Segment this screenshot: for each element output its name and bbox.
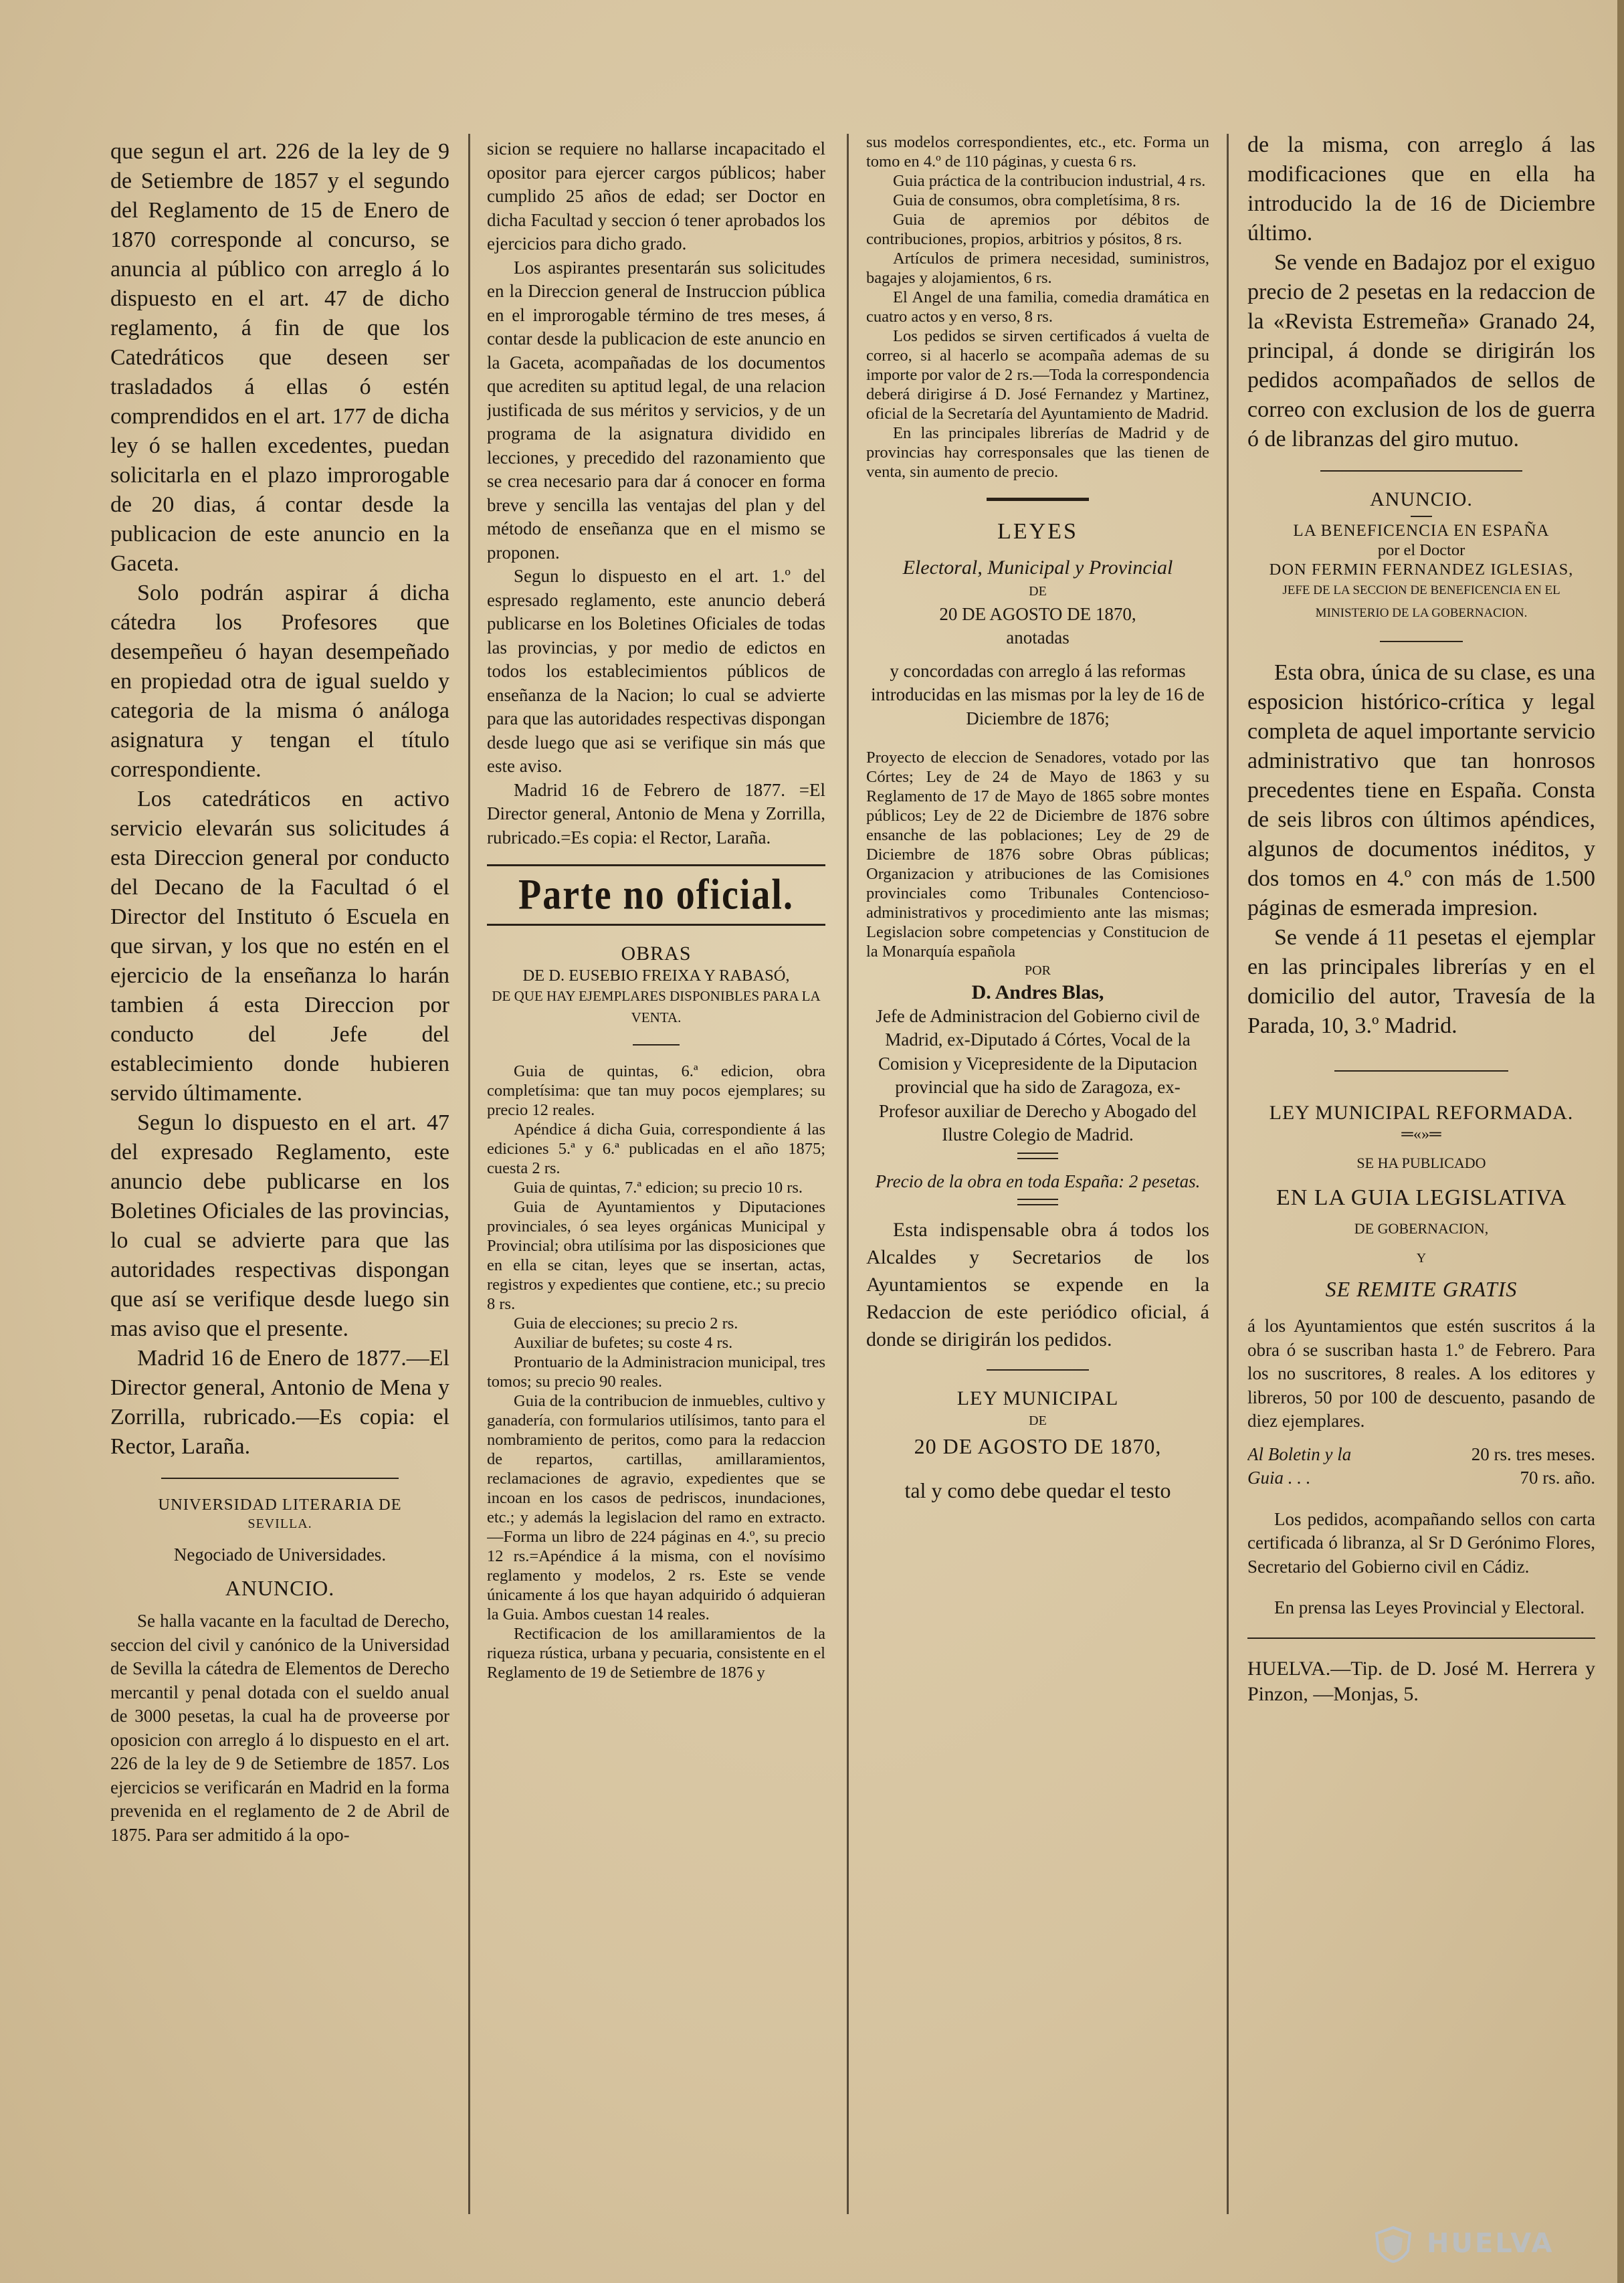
catalog-item: Guia de Ayuntamientos y Diputaciones provinciales, ó sea leyes orgánicas Municipal y Provincial; obra utilísima por las disposiciones que en ella se citan, leyes que se insertan, actas, registros y expedientes que contiene, etc.; su precio 8 rs.: [487, 1197, 825, 1313]
paragraph: Esta obra, única de su clase, es una esposicion histórico-crítica y legal completa de aquel importante servicio administrativo que tan honrosos precedentes tiene en España. Consta de seis libros con últimos apéndices, algunos de documentos inéditos, y dos tomos en 4.º con más de 1.500 páginas de esmerada impresion.: [1247, 660, 1595, 920]
catalog-item: Artículos de primera necesidad, suministros, bagajes y alojamientos, 6 rs.: [866, 250, 1209, 287]
paragraph: Los aspirantes presentarán sus solicitudes en la Direccion general de Instruccion pública en el improrogable término de tres meses, á contar desde la publicacion de este anuncio en la Gaceta, acompañadas de los documentos que acrediten su aptitud legal, de una relacion justificada de sus méritos y servicios, y de un programa de la asignatura dividido en lecciones, y precedido del razonamiento que se crea necesario para dar á conocer en forma breve y sencilla las ventajas del plan y del método de enseñanza que en el mismo se proponen.: [487, 257, 825, 563]
section-heading: 20 DE AGOSTO DE 1870,: [914, 1433, 1162, 1458]
divider: [633, 1044, 680, 1046]
column-rule: [847, 134, 849, 2214]
column-2: [487, 137, 825, 1682]
section-heading: Negociado de Universidades.: [173, 1545, 387, 1565]
paragraph: Solo podrán aspirar á dicha cátedra los Profesores que desempeñeu ó hayan desempeñado en propiedad otra de igual sueldo y categoria de la misma ó análoga asignatura y tengan el título correspondiente.: [110, 581, 449, 782]
watermark-text: HUELVA: [1427, 2228, 1554, 2259]
divider: [1247, 1637, 1595, 1639]
signature-line: Madrid 16 de Febrero de 1877. =El Director general, Antonio de Mena y Zorrilla, rubricado.=Es copia: el Rector, Laraña.: [487, 779, 825, 848]
column-rule: [468, 134, 470, 2214]
price-label: Guia . . .: [1247, 1468, 1311, 1488]
catalog-item: El Angel de una familia, comedia dramática en cuatro actos y en verso, 8 rs.: [866, 288, 1209, 326]
section-heading: EN LA GUIA LEGISLATIVA: [1276, 1185, 1567, 1210]
price-label: Al Boletin y la: [1247, 1444, 1352, 1464]
section-heading: Y: [1416, 1251, 1427, 1266]
paragraph: á los Ayuntamientos que estén suscritos á la obra ó se suscriban hasta 1.º de Febrero. Para los no suscritores, 8 reales. A los editores y libreros, 50 por 100 de descuento, pasando de diez ejemplares.: [1247, 1316, 1595, 1431]
paragraph: Los catedráticos en activo servicio elevarán sus solicitudes á esta Direccion general por conducto del Decano de la Facultad ó el Director del Instituto ó Escuela en que sirvan, y los que no estén en el ejercicio de la enseñanza lo harán tambien á esta Direccion por conducto del Jefe del establecimiento donde hubieren servido últimamente.: [110, 787, 449, 1106]
paragraph: En prensa las Leyes Provincial y Electoral.: [1274, 1597, 1585, 1617]
section-heading: DE: [1029, 583, 1047, 599]
shield-icon: [1373, 2225, 1413, 2263]
page-edge: [1617, 0, 1624, 2283]
section-heading: DE D. EUSEBIO FREIXA Y RABASÓ,: [522, 966, 790, 985]
paragraph: Esta indispensable obra á todos los Alcaldes y Secretarios de los Ayuntamientos se expende en la Redaccion de este periódico oficial, á donde se dirigirán los pedidos.: [866, 1219, 1209, 1351]
ornament: ═«»═: [1401, 1125, 1441, 1143]
author-name: DON FERMIN FERNANDEZ IGLESIAS,: [1269, 560, 1574, 579]
paragraph: de la misma, con arreglo á las modificaciones que en ella ha introducido la de 16 de Diciembre último.: [1247, 132, 1595, 245]
section-heading: y concordadas con arreglo á las reformas introducidas en las mismas por la ley de 16 de Diciembre de 1876;: [871, 660, 1205, 728]
divider: [987, 1369, 1090, 1371]
price-value: 20 rs. tres meses.: [1471, 1444, 1595, 1464]
catalog-item: Prontuario de la Administracion municipal, tres tomos; su precio 90 reales.: [487, 1353, 825, 1391]
catalog-item: Guia de quintas, 6.ª edicion, obra completísima: que tan muy pocos ejemplares; su precio 12 reales.: [487, 1062, 825, 1119]
paragraph: tal y como debe quedar el testo: [904, 1478, 1171, 1502]
author-credentials: JEFE DE LA SECCION DE BENEFICENCIA EN EL MINISTERIO DE LA GOBERNACION.: [1282, 583, 1560, 620]
section-title: Parte no oficial.: [518, 871, 794, 919]
paragraph: sicion se requiere no hallarse incapacitado el opositor para ejercer cargos públicos; haber cumplido 25 años de edad; ser Doctor en dicha Facultad y seccion ó tener aprobados los ejercicios para dicho grado.: [487, 138, 825, 254]
section-heading: UNIVERSIDAD LITERARIA DE: [158, 1496, 402, 1514]
divider: [1017, 1199, 1059, 1205]
section-heading: SE REMITE GRATIS: [1325, 1277, 1518, 1301]
catalog-item: Guia de apremios por débitos de contribuciones, propios, arbitrios y pósitos, 8 rs.: [866, 211, 1209, 248]
printer-imprint: HUELVA.—Tip. de D. José M. Herrera y Pinzon, —Monjas, 5.: [1247, 1657, 1595, 1705]
price: Precio de la obra en toda España: 2 pesetas.: [875, 1171, 1201, 1191]
divider: [487, 864, 825, 866]
paragraph: Se vende á 11 pesetas el ejemplar en las principales librerías y en el domicilio del autor, Travesía de la Parada, 10, 3.º Madrid.: [1247, 924, 1595, 1038]
section-heading: por el Doctor: [1377, 540, 1465, 559]
paragraph: Proyecto de eleccion de Senadores, votado por las Córtes; Ley de 24 de Mayo de 1863 y su Reglamento de 17 de Mayo de 1865 sobre montes públicos; Ley de 22 de Diciembre de 1876 sobre ensanche de las poblaciones; Ley de 29 de Diciembre de 1876 sobre Obras públicas; Organizacion y atribuciones de las Comisiones provinciales como Tribunales Contencioso-administrativos y procedimiento ante las mismas; Legislacion sobre competencias y Constitucion de la Monarquía española: [866, 749, 1209, 961]
column-4: [1247, 130, 1595, 1707]
catalog-item: Guia de la contribucion de inmuebles, cultivo y ganadería, con formularios utilísimos, tanto para el nombramiento de peritos, como para la redaccion de repartos, cartillas, amillaramientos, reclamaciones de agravio, expedientes que se incoan en los casos de pedriscos, inundaciones, etc.; y además la legislacion del ramo en extracto.—Forma un libro de 224 páginas en 4.º, su precio 12 rs.=Apéndice á la misma, con el novísimo reglamento y modelos, 2 rs. Este se vende únicamente á los que hayan adquirido ó adquieran la Guia. Ambos cuestan 14 reales.: [487, 1391, 825, 1623]
author-by: POR: [1025, 963, 1051, 978]
paragraph: Segun lo dispuesto en el art. 47 del expresado Reglamento, este anuncio debe publicarse en los Boletines Oficiales de las provincias, lo cual se advierte para que las autoridades respectivas dispongan que así se verifique desde luego sin mas aviso que el presente.: [110, 1110, 449, 1341]
paragraph: Se halla vacante en la facultad de Derecho, seccion del civil y canónico de la Universidad de Sevilla la cátedra de Elementos de Derecho mercantil y penal dotada con el sueldo anual de 3000 pesetas, la cual ha de proveerse por oposicion con arreglo á lo dispuesto en el art. 226 de la ley de 9 de Setiembre de 1857. Los ejercicios se verificarán en Madrid en la forma prevenida en el reglamento de 2 de Abril de 1875. Para ser admitido á la opo-: [110, 1611, 449, 1845]
section-heading: Electoral, Municipal y Provincial: [902, 557, 1173, 579]
catalog-item: Rectificacion de los amillaramientos de la riqueza rústica, urbana y pecuaria, consistente en el Reglamento de 19 de Setiembre de 1876 y: [487, 1624, 825, 1682]
section-heading: anotadas: [1006, 627, 1070, 648]
signature-line: Madrid 16 de Enero de 1877.—El Director general, Antonio de Mena y Zorrilla, rubricado.—Es copia: el Rector, Laraña.: [110, 1346, 449, 1459]
watermark: [1373, 2225, 1594, 2263]
price-row: [1247, 1443, 1595, 1467]
divider: [1334, 1070, 1508, 1072]
catalog-item: Guia de quintas, 7.ª edicion; su precio 10 rs.: [514, 1178, 803, 1197]
divider: [1411, 516, 1431, 517]
divider: [161, 1478, 399, 1479]
catalog-item: sus modelos correspondientes, etc., etc. Forma un tomo en 4.º de 110 páginas, y cuesta 6 rs.: [866, 133, 1209, 171]
author-name: D. Andres Blas,: [971, 981, 1104, 1003]
section-heading: LEY MUNICIPAL: [956, 1387, 1119, 1409]
column-1: [110, 137, 449, 1847]
catalog-item: Guia de elecciones; su precio 2 rs.: [514, 1314, 738, 1332]
price-row: [1247, 1466, 1595, 1490]
section-heading: LA BENEFICENCIA EN ESPAÑA: [1293, 521, 1550, 540]
column-rule: [1227, 134, 1229, 2214]
author-credentials: Jefe de Administracion del Gobierno civil de Madrid, ex-Diputado á Córtes, Vocal de la Comision y Vicepresidente de la Diputacion provincial que ha sido de Zaragoza, ex-Profesor auxiliar de Derecho y Abogado del Ilustre Colegio de Madrid.: [876, 1005, 1200, 1145]
divider: [1320, 470, 1522, 472]
catalog-item: Apéndice á dicha Guia, correspondiente á las ediciones 5.ª y 6.ª publicadas en el año 1875; cuesta 2 rs.: [487, 1120, 825, 1177]
section-heading: LEYES: [997, 519, 1078, 544]
catalog-item: Guia práctica de la contribucion industrial, 4 rs.: [893, 172, 1206, 190]
paragraph: Segun lo dispuesto en el art. 1.º del espresado reglamento, este anuncio deberá publicarse en los Boletines Oficiales de todas las provincias, y por medio de edictos en todos los establecimientos públicos de enseñanza de la Nacion; lo cual se advierte para que las autoridades respectivas dispongan desde luego que asi se verifique sin más que este aviso.: [487, 566, 825, 776]
section-subheading: SEVILLA.: [247, 1516, 312, 1531]
divider: [487, 924, 825, 926]
section-heading: 20 DE AGOSTO DE 1870,: [939, 603, 1136, 624]
section-heading: LEY MUNICIPAL REFORMADA.: [1269, 1101, 1574, 1124]
section-heading: ANUNCIO.: [225, 1575, 335, 1600]
column-3: [866, 132, 1209, 1502]
divider: [1017, 1153, 1059, 1159]
section-heading: DE: [1029, 1413, 1047, 1428]
catalog-item: Auxiliar de bufetes; su coste 4 rs.: [514, 1333, 733, 1352]
section-heading: SE HA PUBLICADO: [1356, 1155, 1486, 1171]
section-heading: ANUNCIO.: [1370, 488, 1473, 510]
price-value: 70 rs. año.: [1520, 1468, 1595, 1488]
divider: [1380, 641, 1463, 642]
paragraph: Los pedidos se sirven certificados á vuelta de correo, si al hacerlo se acompaña ademas de su importe por valor de 2 rs.—Toda la correspondencia deberá dirigirse á D. José Fernandez y Martinez, oficial de la Secretaría del Ayuntamiento de Madrid.: [866, 327, 1209, 423]
paragraph: que segun el art. 226 de la ley de 9 de Setiembre de 1857 y el segundo del Reglamento de 15 de Enero de 1870 corresponde al concurso, se anuncia al público con arreglo á lo dispuesto en el art. 47 de dicho reglamento, á fin de que los Catedráticos que deseen ser trasladados á ellas ó estén comprendidos en el art. 177 de dicha ley ó se hallen excedentes, puedan solicitarla en el plazo improrogable de 20 dias, á contar desde la publicacion de este anuncio en la Gaceta.: [110, 139, 449, 576]
catalog-item: Guia de consumos, obra completísima, 8 rs.: [893, 191, 1181, 209]
section-heading: OBRAS: [621, 942, 692, 965]
paragraph: En las principales librerías de Madrid y de provincias hay corresponsales que las tienen de venta, sin aumento de precio.: [866, 424, 1209, 481]
section-heading: DE GOBERNACION,: [1354, 1220, 1489, 1237]
paragraph: Se vende en Badajoz por el exiguo precio de 2 pesetas en la redaccion de la «Revista Estremeña» Granado 24, principal, á donde se dirigirán los pedidos acompañados de sellos de correo con exclusion de los de guerra ó de libranzas del giro mutuo.: [1247, 250, 1595, 452]
divider: [987, 498, 1090, 501]
paragraph: Los pedidos, acompañando sellos con carta certificada ó libranza, al Sr D Gerónimo Flores, Secretario del Gobierno civil en Cádiz.: [1247, 1508, 1595, 1577]
section-heading: DE QUE HAY EJEMPLARES DISPONIBLES PARA LA VENTA.: [492, 987, 821, 1025]
